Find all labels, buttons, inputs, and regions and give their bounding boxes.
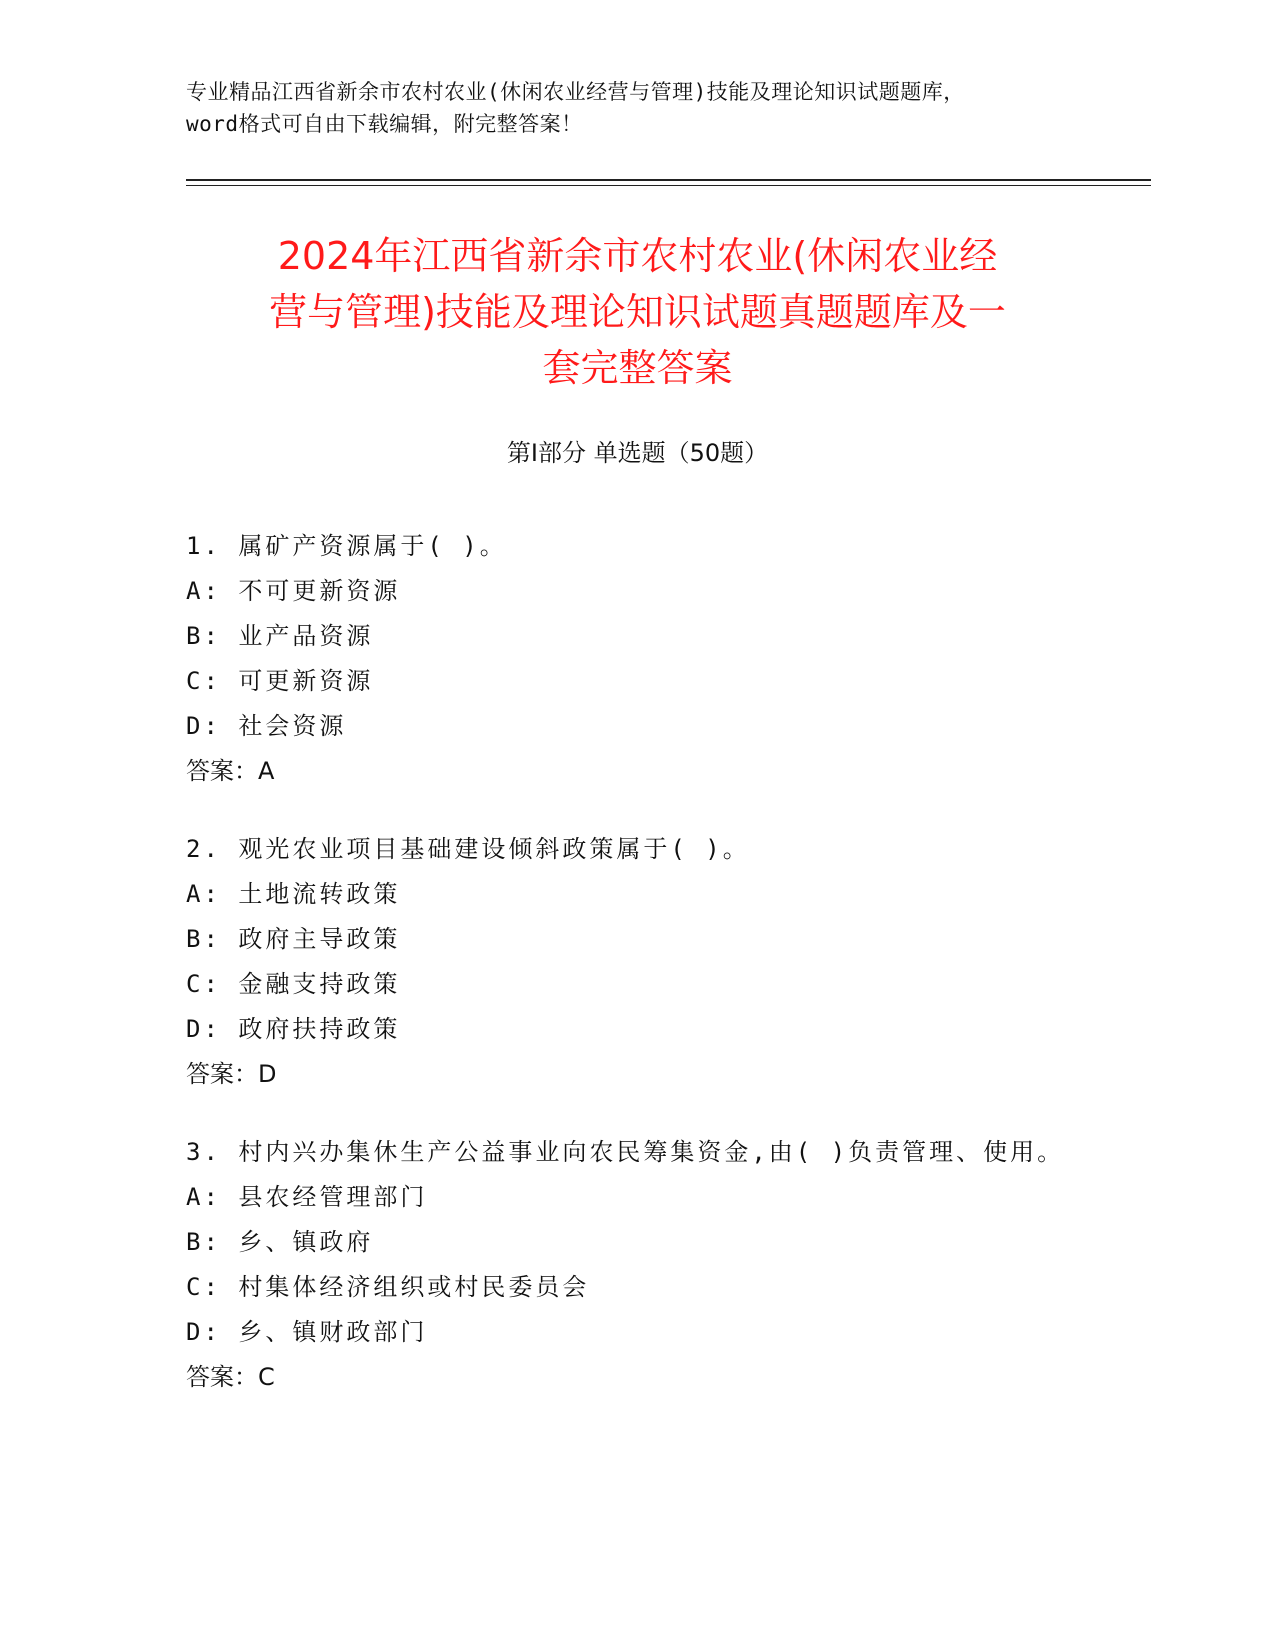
option-d: D: 乡、镇财政部门 [186,1318,428,1346]
document-title [150,228,1125,396]
document-title-line-2: 营与管理)技能及理论知识试题真题题库及一 [269,290,1006,334]
option-a: A: 县农经管理部门 [186,1183,428,1211]
option-a: A: 土地流转政策 [186,880,401,908]
header-divider-thick [186,179,1151,181]
question-stem: 2. 观光农业项目基础建设倾斜政策属于( )。 [186,835,750,863]
answer: 答案：A [186,757,275,785]
answer: 答案：D [186,1060,277,1088]
question-list [186,524,1086,1433]
header-divider-thin [186,185,1151,186]
header-note-line-1: 专业精品江西省新余市农村农业(休闲农业经营与管理)技能及理论知识试题题库， [186,80,965,104]
answer: 答案：C [186,1363,275,1391]
option-a: A: 不可更新资源 [186,577,401,605]
header-note-line-2: word格式可自由下载编辑，附完整答案！ [186,112,583,136]
question-3 [186,1130,1086,1400]
option-c: C: 金融支持政策 [186,970,401,998]
option-b: B: 政府主导政策 [186,925,401,953]
option-d: D: 社会资源 [186,712,347,740]
header-note [186,76,1086,140]
option-c: C: 村集体经济组织或村民委员会 [186,1273,590,1301]
question-stem: 3. 村内兴办集休生产公益事业向农民筹集资金,由( )负责管理、使用。 [186,1138,1065,1166]
section-title: 第Ⅰ部分 单选题（50题） [506,439,769,467]
document-title-line-3: 套完整答案 [542,346,733,390]
option-b: B: 业产品资源 [186,622,374,650]
question-2 [186,827,1086,1097]
document-title-line-1: 2024年江西省新余市农村农业(休闲农业经 [277,234,998,278]
option-c: C: 可更新资源 [186,667,374,695]
option-b: B: 乡、镇政府 [186,1228,374,1256]
option-d: D: 政府扶持政策 [186,1015,401,1043]
question-stem: 1. 属矿产资源属于( )。 [186,532,507,560]
question-1 [186,524,1086,794]
